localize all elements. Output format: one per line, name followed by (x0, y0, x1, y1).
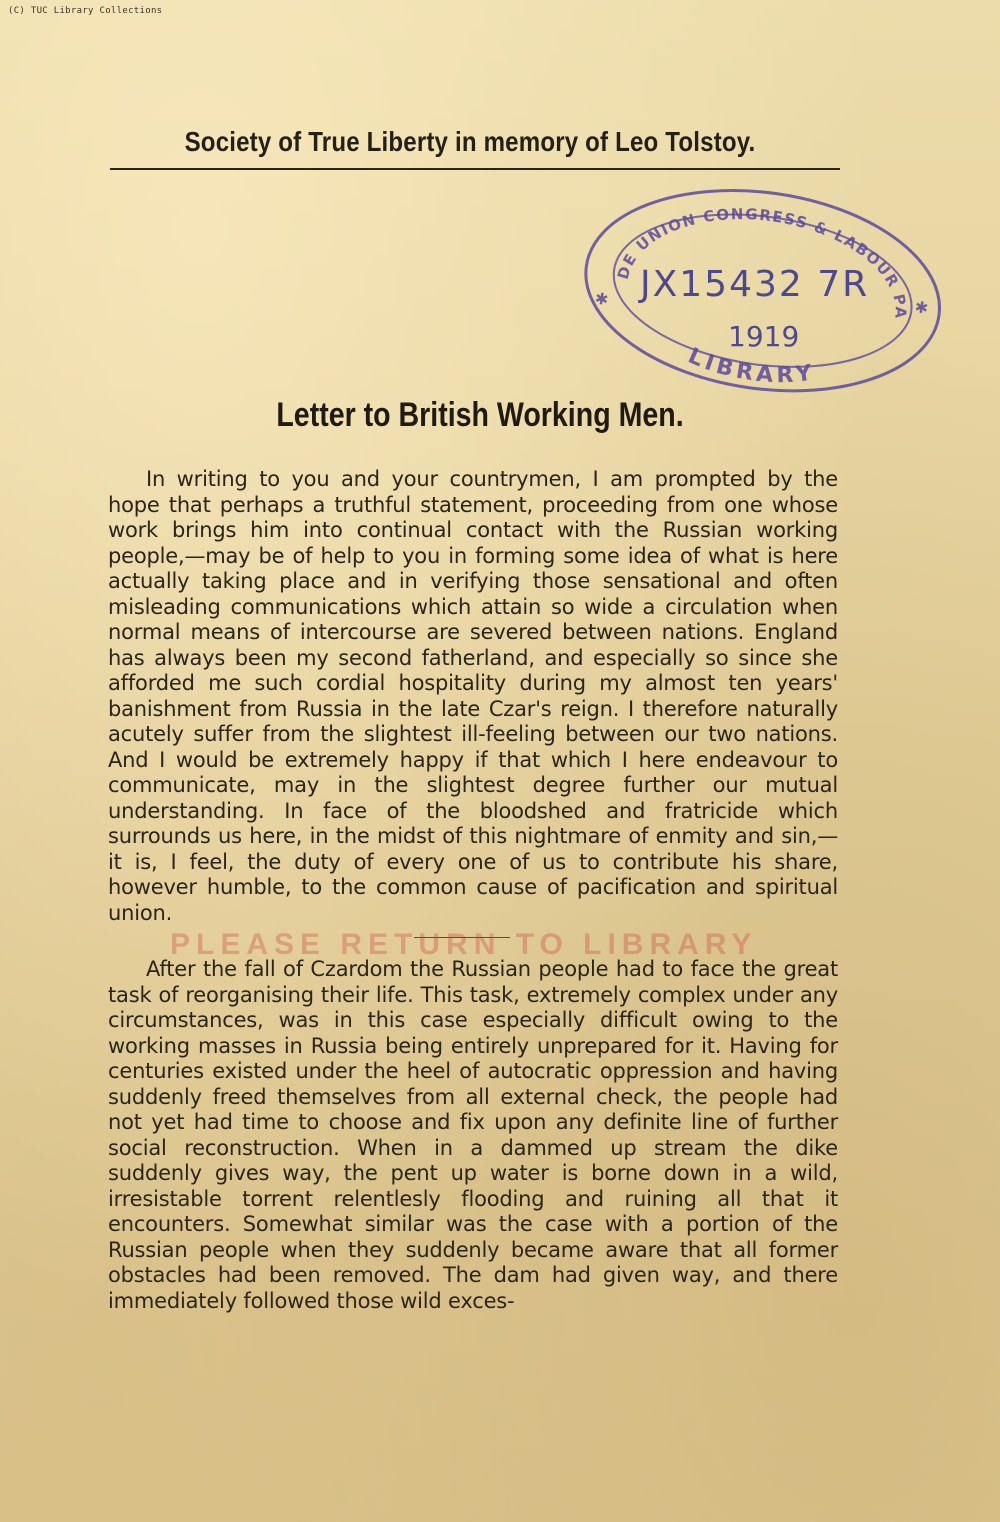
stamp-year: 1919 (728, 320, 800, 353)
collection-credit: (C) TUC Library Collections (8, 6, 163, 16)
stamp-top-text: TRADE UNION CONGRESS & LABOUR PARTY (613, 205, 910, 320)
body-paragraph-1: In writing to you and your countrymen, I am prompted by the hope that perhaps a truthful statement, proceeding from one whose work brings him into continual contact with the Russian working people,—may be of help to you in forming some idea of what is here actually taking place and in verifying those sensational and often misleading communications which attain so wide a circulation when normal means of intercourse are severed between nations. England has always been my second fatherland, and especially so since she afforded me such cordial hospitality during my almost ten years' banishment from Russia in the late Czar's reign. I therefore naturally acutely suffer from the slightest ill-feeling between our two nations. And I would be extremely happy if that which I here endeavour to communicate, may in the slightest degree further our mutual understanding. In face of the bloodshed and fratricide which surrounds us here, in the midst of this nightmare of enmity and sin,—it is, I feel, the duty of every one of us to contribute his share, however humble, to the common cause of pacification and spiritual union. (108, 467, 838, 925)
stamp-bottom-text: LIBRARY (684, 343, 818, 389)
stamp-star-left: ✱ (593, 288, 610, 310)
body-paragraph-2: After the fall of Czardom the Russian people had to face the great task of reorganising their life. This task, extremely complex under any circumstances, was in this case especially difficult owing to the working masses in Russia being entirely unprepared for it. Having for centuries existed under the heel of autocratic oppression and having suddenly freed themselves from all external check, the people had not yet had time to choose and fix upon any definite line of further social reconstruction. When in a dammed up stream the dike suddenly gives way, the pent up water is borne down in a wild, irresistable torrent relentlesly flooding and ruining all that it encounters. Somewhat similar was the case with a portion of the Russian people when they suddenly became aware that all former obstacles had been removed. The dam had given way, and there immediately followed those wild exces- (108, 957, 838, 1313)
title-underline (110, 168, 840, 170)
faded-return-stamp: PLEASE RETURN TO LIBRARY (170, 928, 758, 961)
letter-title: Letter to British Working Men. (276, 396, 684, 434)
stamp-star-right: ✱ (913, 297, 930, 318)
library-stamp (568, 178, 948, 398)
stamp-shelfmark: JX15432 7R (640, 264, 870, 305)
society-title: Society of True Liberty in memory of Leo Tolstoy. (184, 126, 756, 157)
